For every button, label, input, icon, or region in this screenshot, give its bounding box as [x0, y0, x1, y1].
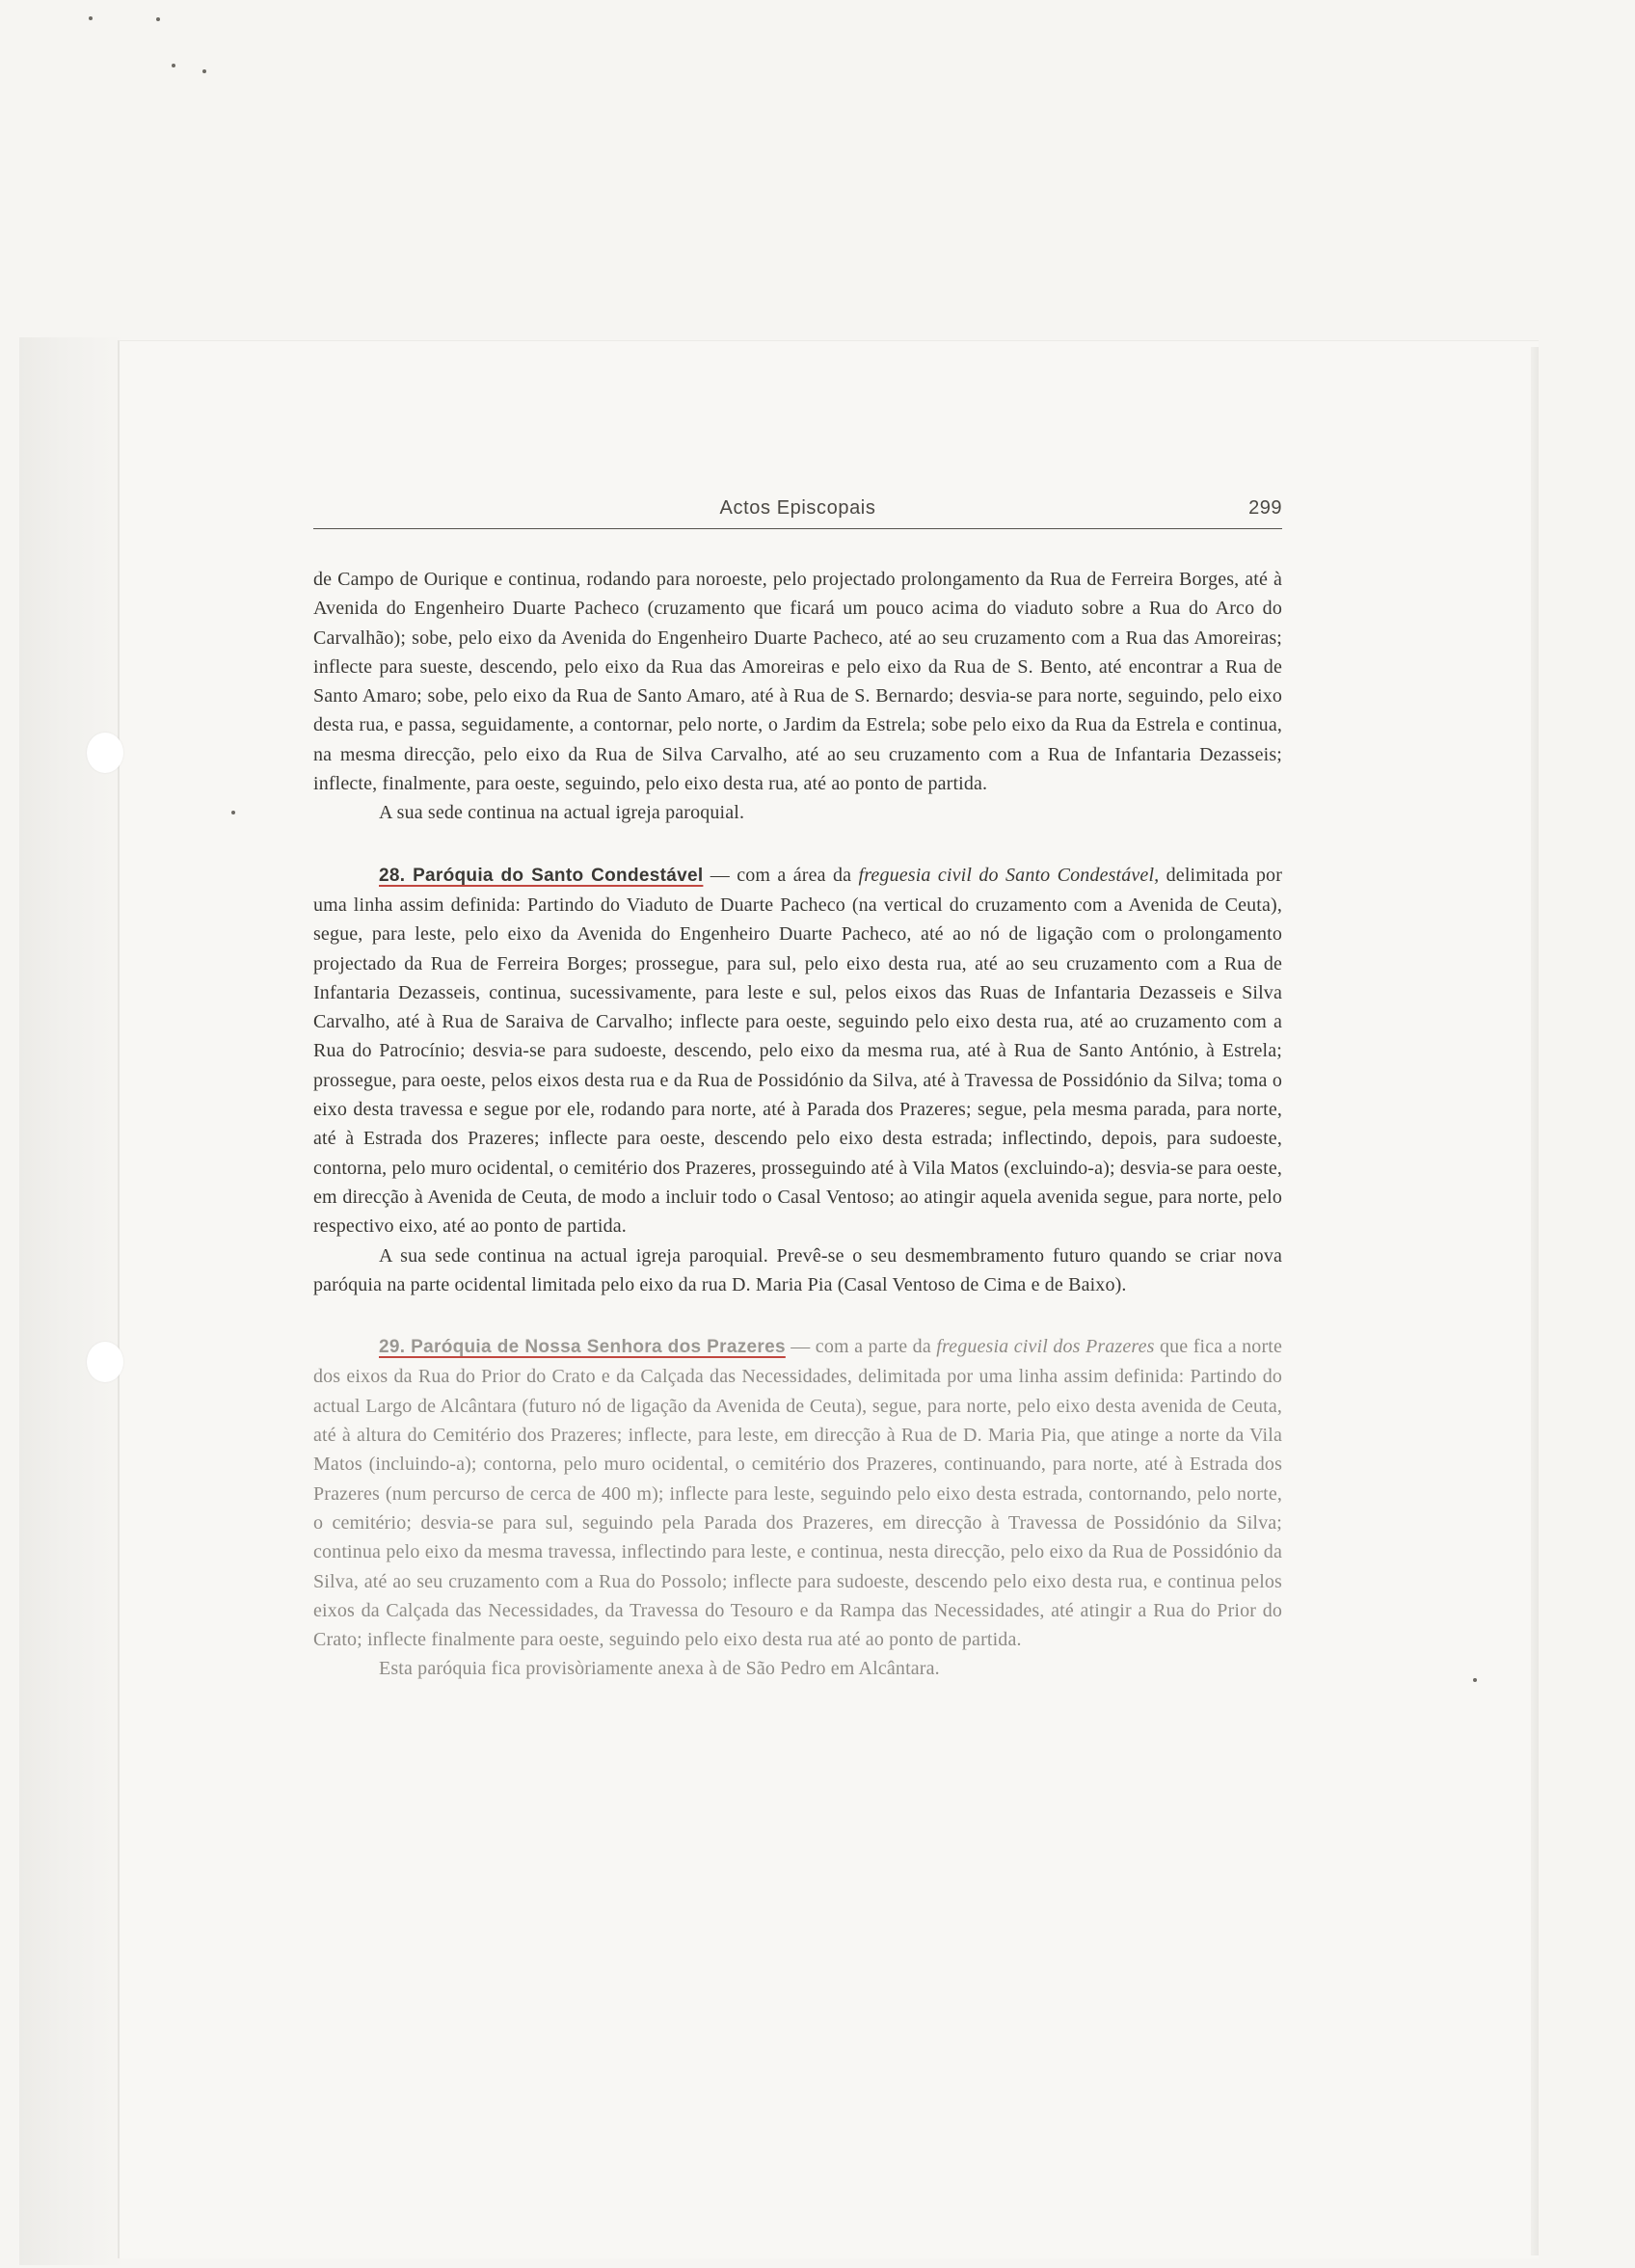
- paragraph-annex-note: Esta paróquia fica provisòriamente anexa à de São Pedro em Alcântara.: [379, 1658, 940, 1680]
- punch-hole-lower: [87, 1342, 123, 1382]
- dust-speck: [231, 811, 235, 814]
- connector-text: — com a área da: [703, 864, 859, 886]
- civil-parish-name: freguesia civil do Santo Condestável,: [858, 864, 1160, 886]
- paragraph-santo-condestavel: [313, 861, 1282, 1241]
- dust-speck: [89, 16, 93, 20]
- boundary-text: delimitada por uma linha assim definida: Partindo do Viaduto de Duarte Pacheco (na vertical do cruzamento com a Avenida de Ceuta), segue, para leste, pelo eixo da Avenida do Engenheiro Duarte Pacheco, até ao nó de ligação com o prolongamento projectado da Rua de Ferreira Borges; prossegue, para sul, pelo eixo desta rua, até ao seu cruzamento com a Rua de Infantaria Dezasseis, continua, sucessivamente, para leste e sul, pelos eixos das Ruas de Infantaria Dezasseis e Silva Carvalho, até à Rua de Saraiva de Carvalho; inflecte para oeste, seguindo pelo eixo desta rua, até ao cruzamento com a Rua do Patrocínio; desvia-se para sudoeste, descendo, pelo eixo da mesma rua, até à Rua de Santo António, à Estrela; prossegue, para oeste, pelos eixos desta rua e da Rua de Possidónio da Silva, até à Travessa de Possidónio da Silva; toma o eixo desta travessa e segue por ele, rodando para norte, até à Parada dos Prazeres; segue, pela mesma parada, para norte, até à Estrada dos Prazeres; inflecte para oeste, descendo pelo eixo desta estrada; inflectindo, depois, para sudoeste, contorna, pelo muro ocidental, o cemitério dos Prazeres, prosseguindo até à Vila Matos (excluindo-a); desvia-se para oeste, em direcção à Avenida de Ceuta, de modo a incluir todo o Casal Ventoso; ao atingir aquela avenida segue, para norte, pelo respectivo eixo, até ao ponto de partida.: [313, 864, 1283, 1238]
- faded-section: [313, 1332, 1282, 1684]
- section-heading: 29. Paróquia de Nossa Senhora dos Prazeres: [379, 1337, 786, 1358]
- paragraph-prazeres: [313, 1332, 1282, 1654]
- dust-speck: [172, 64, 175, 67]
- dust-speck: [156, 17, 160, 21]
- dust-speck: [202, 69, 206, 73]
- boundary-text: que fica a norte dos eixos da Rua do Prior do Crato e da Calçada das Necessidades, delimitada por uma linha assim definida: Partindo do actual Largo de Alcântara (futuro nó de ligação da Avenida de Ceuta), segue, para norte, pelo eixo desta avenida de Ceuta, até à altura do Cemitério dos Prazeres; inflecte, para leste, em direcção à Rua de D. Maria Pia, que atinge a norte da Vila Matos (incluindo-a); contorna, pelo muro ocidental, o cemitério dos Prazeres, continuando, para norte, até à Estrada dos Prazeres (num percurso de cerca de 400 m); inflecte para leste, seguindo pelo eixo desta estrada, contornando, pelo norte, o cemitério; desvia-se para sul, seguindo pela Parada dos Prazeres, em direcção à Travessa de Possidónio da Silva; continua pelo eixo da mesma travessa, inflectindo para leste, e continua, nesta direcção, pelo eixo da Rua de Possidónio da Silva, até ao seu cruzamento com a Rua do Possolo; inflecte para sudoeste, descendo pelo eixo desta rua, e continua pelos eixos da Calçada das Necessidades, da Travessa do Tesouro e da Rampa das Necessidades, até atingir a Rua do Prior do Crato; inflecte finalmente para oeste, seguindo pelo eixo desta rua até ao ponto de partida.: [313, 1336, 1282, 1651]
- punch-hole-upper: [87, 733, 123, 773]
- dust-speck: [1473, 1678, 1477, 1682]
- page-number: 299: [1248, 497, 1282, 519]
- running-title: Actos Episcopais: [719, 497, 876, 519]
- running-head: [313, 495, 1282, 529]
- section-heading: 28. Paróquia do Santo Condestável: [379, 865, 704, 886]
- scan-shadow: [19, 337, 125, 2265]
- sheet-edge: [1531, 347, 1539, 2255]
- paragraph-boundary-continuation: de Campo de Ourique e continua, rodando para noroeste, pelo projectado prolongamento da Rua de Ferreira Borges, até à Avenida do Engenheiro Duarte Pacheco (cruzamento que ficará um pouco acima do viaduto sobre a Rua do Arco do Carvalhão); sobe, pelo eixo da Avenida do Engenheiro Duarte Pacheco, até ao seu cruzamento com a Rua das Amoreiras; inflecte para sueste, descendo, pelo eixo da Rua das Amoreiras e pelo eixo da Rua de S. Bento, até encontrar a Rua de Santo Amaro; sobe, pelo eixo da Rua de Santo Amaro, até à Rua de S. Bernardo; desvia-se para norte, seguindo, pelo eixo desta rua, e passa, seguidamente, a contornar, pelo norte, o Jardim da Estrela; sobe pelo eixo da Rua da Estrela e continua, na mesma direcção, pelo eixo da Rua de Silva Carvalho, até ao seu cruzamento com a Rua de Infantaria Dezasseis; inflecte, finalmente, para oeste, seguindo, pelo eixo desta rua, até ao ponto de partida.: [313, 569, 1282, 795]
- document-body: [313, 565, 1282, 1684]
- civil-parish-name: freguesia civil dos Prazeres: [936, 1336, 1155, 1358]
- paragraph-seat-note: A sua sede continua na actual igreja paroquial. Prevê-se o seu desmembramento futuro quando se criar nova paróquia na parte ocidental limitada pelo eixo da rua D. Maria Pia (Casal Ventoso de Cima e de Baixo).: [313, 1244, 1282, 1295]
- paragraph-seat-note: A sua sede continua na actual igreja paroquial.: [379, 802, 745, 824]
- connector-text: — com a parte da: [785, 1336, 937, 1358]
